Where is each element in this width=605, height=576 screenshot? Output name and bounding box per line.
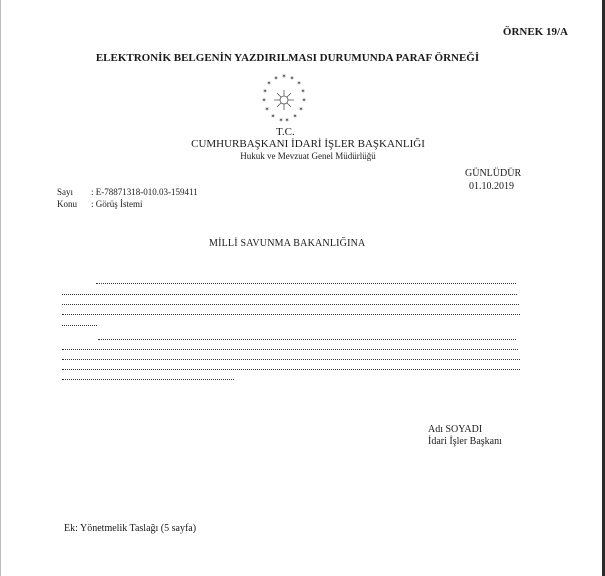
number-value: : E-78871318-010.03-159411 <box>91 187 198 197</box>
body-text-placeholder <box>62 359 520 360</box>
svg-text:✶: ✶ <box>298 106 304 113</box>
svg-text:✶: ✶ <box>292 113 298 120</box>
page-edge-left <box>0 0 1 576</box>
subject-label: Konu <box>57 199 77 209</box>
subject-value: : Görüş İstemi <box>91 199 143 209</box>
number-label: Sayı <box>57 187 74 197</box>
svg-text:✶: ✶ <box>300 88 306 95</box>
svg-text:✶: ✶ <box>273 75 279 82</box>
svg-text:✶: ✶ <box>289 75 295 82</box>
svg-text:✶: ✶ <box>281 73 287 80</box>
body-text-placeholder <box>62 325 97 326</box>
svg-text:✶: ✶ <box>284 117 290 124</box>
svg-text:✶: ✶ <box>264 106 270 113</box>
body-text-placeholder <box>96 283 516 284</box>
body-text-placeholder <box>62 314 520 315</box>
svg-text:✶: ✶ <box>278 117 284 124</box>
star-emblem-icon <box>260 72 308 128</box>
attachment-note: Ek: Yönetmelik Taslağı (5 sayfa) <box>64 523 197 534</box>
recipient-line: MİLLİ SAVUNMA BAKANLIĞINA <box>209 238 366 249</box>
department-name: Hukuk ve Mevzuat Genel Müdürlüğü <box>240 151 376 161</box>
example-number: ÖRNEK 19/A <box>502 26 568 38</box>
signer-name: Adı SOYADI <box>428 424 483 435</box>
body-text-placeholder <box>98 339 516 340</box>
svg-text:✶: ✶ <box>266 80 272 87</box>
body-text-placeholder <box>62 349 518 350</box>
body-text-placeholder <box>62 304 519 305</box>
body-text-placeholder <box>62 379 234 380</box>
body-text-placeholder <box>62 369 520 370</box>
country-abbreviation: T.C. <box>276 126 295 138</box>
body-text-placeholder <box>62 294 517 295</box>
priority-label: GÜNLÜDÜR <box>465 168 522 179</box>
signer-title: İdari İşler Başkanı <box>428 436 502 447</box>
svg-text:✶: ✶ <box>261 97 267 104</box>
svg-text:✶: ✶ <box>270 113 276 120</box>
document-heading: ELEKTRONİK BELGENİN YAZDIRILMASI DURUMUNDA PARAF ÖRNEĞİ <box>95 52 480 64</box>
svg-text:✶: ✶ <box>296 80 302 87</box>
document-date: 01.10.2019 <box>469 181 514 192</box>
svg-text:✶: ✶ <box>262 88 268 95</box>
svg-text:✶: ✶ <box>301 97 307 104</box>
organization-name: CUMHURBAŞKANI İDARİ İŞLER BAŞKANLIĞI <box>191 138 425 150</box>
